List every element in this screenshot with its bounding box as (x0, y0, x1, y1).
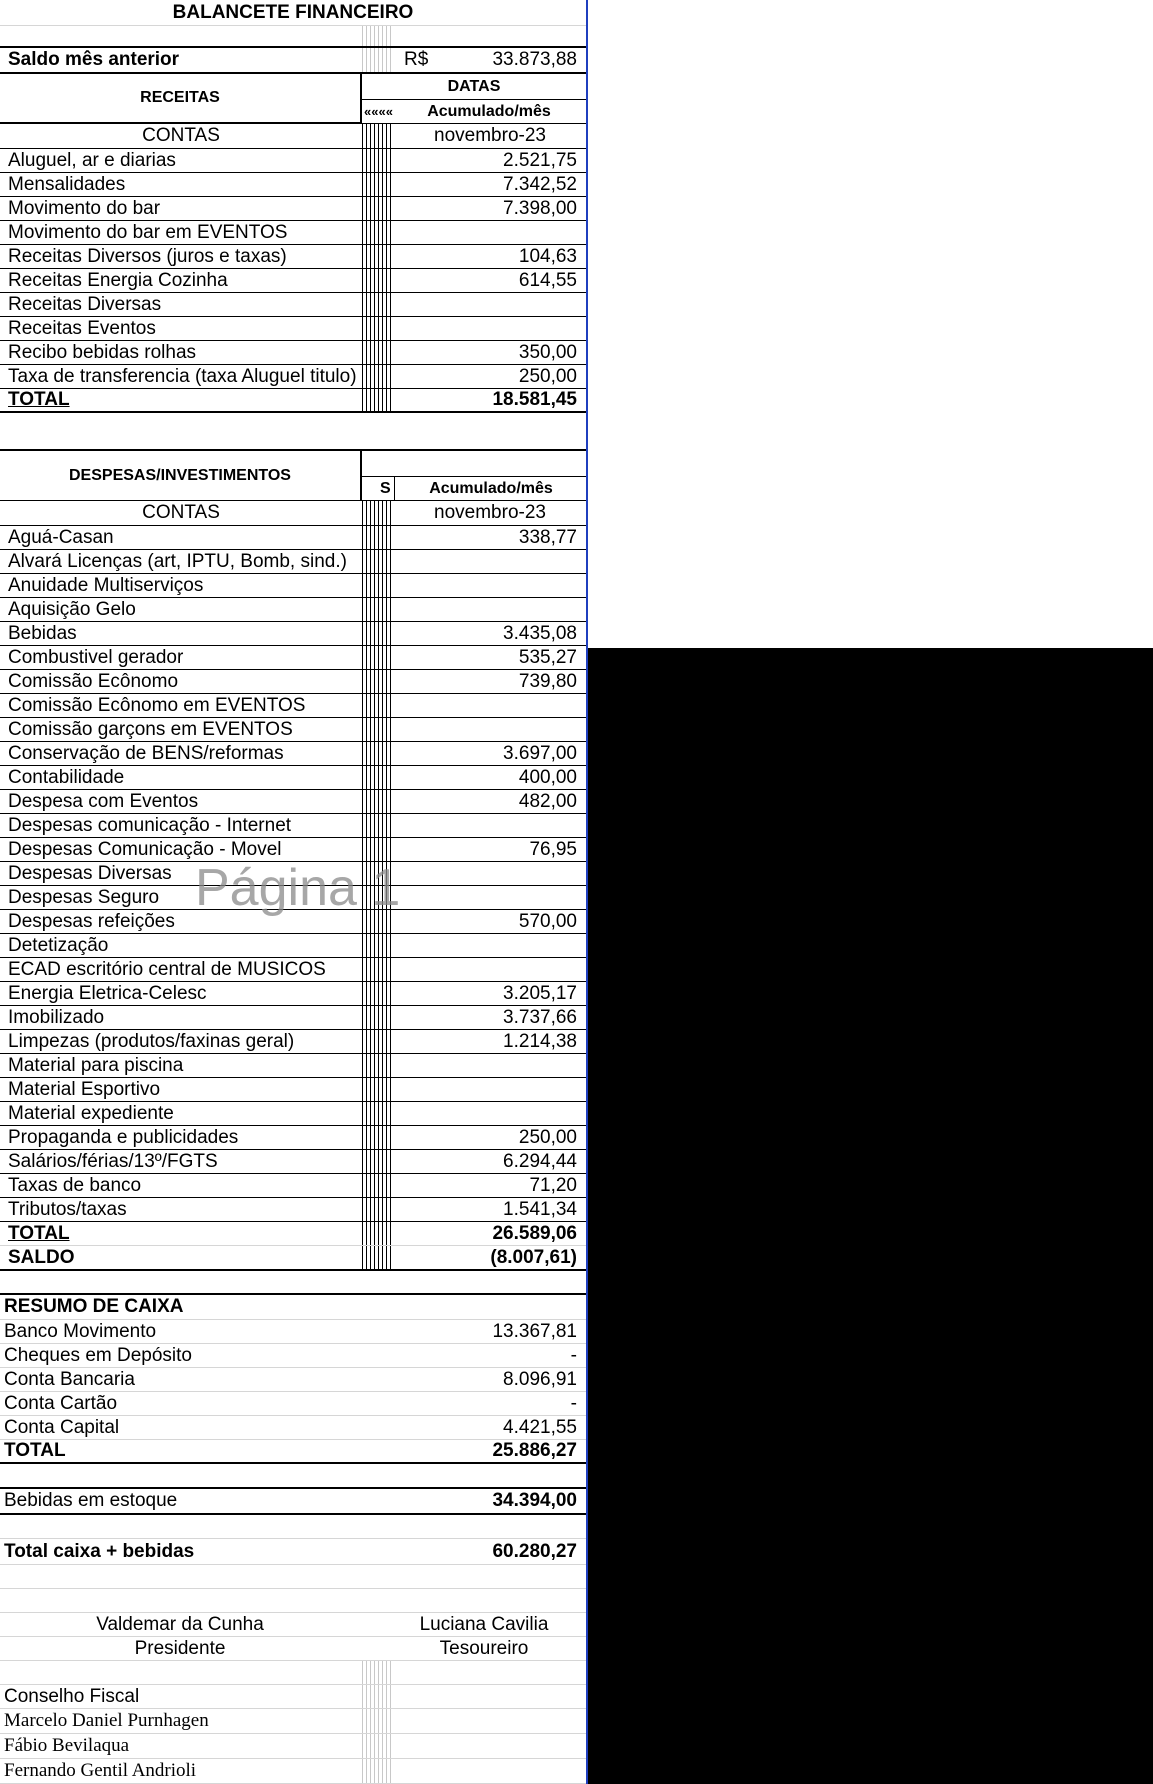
row-value (395, 574, 577, 597)
table-row (0, 670, 586, 694)
estoque-value: 34.394,00 (492, 1490, 577, 1511)
row-label: Bebidas (8, 622, 77, 644)
column-separator (362, 742, 394, 765)
row-value (395, 1054, 577, 1077)
table-row (0, 958, 586, 982)
council-member-row (0, 1759, 586, 1784)
row-value: 6.294,44 (503, 1150, 577, 1172)
table-row (0, 1392, 586, 1416)
row-value (395, 221, 577, 244)
estoque-row (0, 1489, 586, 1515)
column-separator (362, 1006, 394, 1029)
council-member: Fábio Bevilaqua (4, 1735, 130, 1756)
saldo-label: SALDO (8, 1246, 75, 1268)
table-row (0, 221, 586, 245)
table-row (0, 1416, 586, 1440)
row-value: 614,55 (518, 269, 577, 291)
row-label: ECAD escritório central de MUSICOS (8, 958, 326, 980)
row-value: 3.737,66 (503, 1006, 577, 1028)
table-row (0, 1174, 586, 1198)
resumo-total-label: TOTAL (4, 1440, 66, 1461)
column-separator (362, 646, 394, 669)
column-separator (362, 766, 394, 789)
despesas-header (0, 451, 362, 501)
table-row (0, 1344, 586, 1368)
row-value (395, 317, 577, 340)
column-separator (362, 1198, 394, 1221)
despesas-blank-header (362, 451, 586, 477)
row-value: 7.398,00 (503, 197, 577, 219)
total-caixa-value: 60.280,27 (492, 1540, 577, 1562)
row-label: Material para piscina (8, 1054, 184, 1076)
column-separator (362, 1661, 394, 1684)
table-row (0, 197, 586, 221)
contas-label: CONTAS (142, 125, 220, 146)
column-separator (362, 173, 394, 196)
despesas-col-header (362, 477, 586, 501)
resumo-title: RESUMO DE CAIXA (4, 1296, 184, 1317)
total-caixa-row (0, 1539, 586, 1565)
column-separator (362, 1734, 394, 1758)
despesas-total-row (0, 1222, 586, 1246)
row-label: Salários/férias/13º/FGTS (8, 1150, 218, 1172)
president-role: Presidente (134, 1637, 226, 1659)
table-row (0, 526, 586, 550)
resumo-header-row (0, 1295, 586, 1320)
table-row (0, 1102, 586, 1126)
column-separator (362, 365, 394, 388)
column-separator (362, 269, 394, 292)
column-separator (362, 1054, 394, 1077)
row-label: Detetização (8, 934, 109, 956)
resumo-total-row (0, 1440, 586, 1464)
row-label: Conta Bancaria (4, 1368, 135, 1390)
column-separator (362, 389, 394, 411)
row-value: 338,77 (518, 526, 577, 548)
row-value: 8.096,91 (503, 1368, 577, 1390)
row-label: Despesas comunicação - Internet (8, 814, 292, 836)
datas-title: DATAS (447, 77, 501, 95)
row-label: Propaganda e publicidades (8, 1126, 239, 1148)
table-row (0, 293, 586, 317)
table-row (0, 598, 586, 622)
row-label: Despesas Seguro (8, 886, 160, 908)
title-row (0, 0, 586, 26)
row-value (395, 694, 577, 717)
currency-symbol: R$ (404, 49, 429, 70)
month-label: novembro-23 (434, 502, 546, 523)
table-row (0, 365, 586, 389)
receitas-title: RECEITAS (140, 89, 220, 106)
column-marker: S (380, 479, 391, 497)
row-label: Receitas Diversas (8, 293, 162, 315)
column-separator (362, 1078, 394, 1101)
row-label: Taxas de banco (8, 1174, 142, 1196)
spacer-row (0, 26, 586, 48)
row-label: Imobilizado (8, 1006, 105, 1028)
table-row (0, 694, 586, 718)
row-label: Conta Cartão (4, 1392, 118, 1414)
row-label: Cheques em Depósito (4, 1344, 192, 1366)
row-value: - (570, 1344, 577, 1366)
table-row (0, 1054, 586, 1078)
row-value: 250,00 (518, 1126, 577, 1148)
row-label: Aguá-Casan (8, 526, 114, 548)
column-separator (362, 598, 394, 621)
row-value: 535,27 (518, 646, 577, 668)
receitas-total-label: TOTAL (8, 389, 70, 410)
receitas-col-header (362, 100, 586, 124)
receitas-col-title: Acumulado/mês (427, 102, 551, 120)
row-value: 482,00 (518, 790, 577, 812)
row-value (395, 550, 577, 573)
row-value: 4.421,55 (503, 1416, 577, 1438)
table-row (0, 718, 586, 742)
column-separator (362, 1030, 394, 1053)
row-value: 76,95 (529, 838, 577, 860)
row-label: Movimento do bar em EVENTOS (8, 221, 288, 243)
table-row (0, 173, 586, 197)
signature-names-row (0, 1613, 586, 1637)
row-value: 350,00 (518, 341, 577, 363)
saldo-value: (8.007,61) (490, 1246, 577, 1268)
datas-header (362, 74, 586, 100)
signature-roles-row (0, 1637, 586, 1661)
council-title: Conselho Fiscal (4, 1685, 140, 1707)
row-value: 1.214,38 (503, 1030, 577, 1052)
row-label: Contabilidade (8, 766, 125, 788)
row-label: Material Esportivo (8, 1078, 161, 1100)
row-label: Energia Eletrica-Celesc (8, 982, 207, 1004)
receitas-total-value: 18.581,45 (492, 389, 577, 410)
column-separator (362, 550, 394, 573)
column-separator (362, 718, 394, 741)
row-value: 71,20 (529, 1174, 577, 1196)
column-separator (362, 1126, 394, 1149)
page-watermark: Página 1 (195, 859, 401, 917)
table-row (0, 814, 586, 838)
previous-balance-row (0, 48, 586, 74)
column-separator (362, 1685, 394, 1708)
spacer-row (0, 1589, 586, 1613)
spacer-row (0, 413, 586, 451)
row-value (395, 862, 577, 885)
column-separator (362, 48, 394, 72)
table-row (0, 1126, 586, 1150)
spacer-row (0, 1661, 586, 1685)
row-label: Aluguel, ar e diarias (8, 149, 176, 171)
row-value (395, 1078, 577, 1101)
total-caixa-label: Total caixa + bebidas (4, 1540, 195, 1562)
column-separator (362, 501, 394, 525)
column-separator (362, 958, 394, 981)
row-label: Tributos/taxas (8, 1198, 127, 1220)
treasurer-name: Luciana Cavilia (419, 1613, 549, 1635)
table-row (0, 149, 586, 173)
table-row (0, 550, 586, 574)
row-value: 104,63 (518, 245, 577, 267)
resumo-total-value: 25.886,27 (492, 1440, 577, 1461)
receitas-total-row (0, 389, 586, 413)
column-separator (362, 574, 394, 597)
row-value: 3.205,17 (503, 982, 577, 1004)
row-value: 13.367,81 (492, 1320, 577, 1342)
row-label: Receitas Eventos (8, 317, 156, 339)
row-value: 3.697,00 (503, 742, 577, 764)
column-separator (362, 982, 394, 1005)
row-label: Taxa de transferencia (taxa Aluguel titulo) (8, 365, 357, 387)
column-separator (362, 694, 394, 717)
table-row (0, 1030, 586, 1054)
council-title-row (0, 1685, 586, 1709)
row-value (395, 958, 577, 981)
row-value: 2.521,75 (503, 149, 577, 171)
council-member-row (0, 1734, 586, 1759)
column-separator (362, 1759, 394, 1783)
despesas-total-value: 26.589,06 (492, 1222, 577, 1244)
table-row (0, 766, 586, 790)
council-member: Fernando Gentil Andrioli (4, 1760, 197, 1781)
table-row (0, 245, 586, 269)
spacer-row (0, 1464, 586, 1489)
table-row (0, 341, 586, 365)
column-separator (362, 670, 394, 693)
row-label: Despesas refeições (8, 910, 175, 932)
saldo-row (0, 1246, 586, 1271)
row-label: Comissão garçons em EVENTOS (8, 718, 293, 740)
table-row (0, 1006, 586, 1030)
table-row (0, 1198, 586, 1222)
row-label: Comissão Ecônomo em EVENTOS (8, 694, 306, 716)
previous-balance-label: Saldo mês anterior (8, 49, 180, 70)
row-value (395, 814, 577, 837)
despesas-total-label: TOTAL (8, 1222, 70, 1244)
table-row (0, 574, 586, 598)
row-value: 250,00 (518, 365, 577, 387)
row-value: 1.541,34 (503, 1198, 577, 1220)
row-label: Conta Capital (4, 1416, 120, 1438)
row-value: - (570, 1392, 577, 1414)
column-separator (362, 622, 394, 645)
table-row (0, 1078, 586, 1102)
month-label: novembro-23 (434, 125, 546, 146)
column-separator (362, 149, 394, 172)
row-value: 7.342,52 (503, 173, 577, 195)
column-separator (362, 317, 394, 340)
column-divider (394, 477, 395, 500)
column-separator (362, 1174, 394, 1197)
row-label: Despesa com Eventos (8, 790, 199, 812)
column-separator (362, 1150, 394, 1173)
sheet-title: BALANCETE FINANCEIRO (172, 1, 414, 23)
table-row (0, 934, 586, 958)
column-separator (362, 341, 394, 364)
table-row (0, 742, 586, 766)
column-separator (362, 814, 394, 837)
table-row (0, 646, 586, 670)
column-separator (362, 124, 394, 148)
row-label: Despesas Comunicação - Movel (8, 838, 282, 860)
table-row (0, 790, 586, 814)
row-value (395, 1102, 577, 1125)
column-separator (362, 1222, 394, 1245)
column-separator (362, 245, 394, 268)
black-background-area (588, 648, 1153, 1784)
table-row (0, 1368, 586, 1392)
row-value: 3.435,08 (503, 622, 577, 644)
row-label: Material expediente (8, 1102, 174, 1124)
contas-label: CONTAS (142, 502, 220, 523)
row-label: Receitas Energia Cozinha (8, 269, 228, 291)
table-row (0, 1320, 586, 1344)
treasurer-role: Tesoureiro (439, 1637, 529, 1659)
row-value: 739,80 (518, 670, 577, 692)
row-value (395, 886, 577, 909)
president-name: Valdemar da Cunha (96, 1613, 264, 1635)
column-marker: «««« (364, 104, 393, 119)
row-label: Limpezas (produtos/faxinas geral) (8, 1030, 295, 1052)
row-value (395, 718, 577, 741)
row-label: Banco Movimento (4, 1320, 157, 1342)
row-value (395, 598, 577, 621)
row-label: Alvará Licenças (art, IPTU, Bomb, sind.) (8, 550, 347, 572)
row-value: 400,00 (518, 766, 577, 788)
column-separator (362, 934, 394, 957)
row-label: Receitas Diversos (juros e taxas) (8, 245, 287, 267)
column-separator (362, 197, 394, 220)
spacer-row (0, 1271, 586, 1295)
row-value (395, 293, 577, 316)
column-separator (362, 26, 394, 46)
table-row (0, 269, 586, 293)
row-value: 570,00 (518, 910, 577, 932)
receitas-contas-row (0, 124, 586, 149)
column-separator (362, 1102, 394, 1125)
column-separator (362, 790, 394, 813)
previous-balance-value: 33.873,88 (492, 49, 577, 70)
column-separator (362, 293, 394, 316)
council-member: Marcelo Daniel Purnhagen (4, 1710, 209, 1731)
spacer-row (0, 1515, 586, 1539)
column-separator (362, 526, 394, 549)
row-label: Recibo bebidas rolhas (8, 341, 197, 363)
table-row (0, 982, 586, 1006)
table-row (0, 317, 586, 341)
despesas-col-title: Acumulado/mês (429, 479, 553, 497)
row-label: Conservação de BENS/reformas (8, 742, 284, 764)
row-label: Anuidade Multiserviços (8, 574, 204, 596)
row-label: Combustivel gerador (8, 646, 184, 668)
row-label: Movimento do bar (8, 197, 161, 219)
spacer-row (0, 1565, 586, 1589)
table-row (0, 622, 586, 646)
column-separator (362, 1709, 394, 1733)
despesas-title: DESPESAS/INVESTIMENTOS (69, 466, 291, 484)
estoque-label: Bebidas em estoque (4, 1490, 178, 1511)
column-separator (362, 1246, 394, 1269)
row-label: Comissão Ecônomo (8, 670, 179, 692)
column-separator (362, 221, 394, 244)
table-row (0, 1150, 586, 1174)
row-label: Despesas Diversas (8, 862, 172, 884)
receitas-header (0, 74, 362, 124)
council-member-row (0, 1709, 586, 1734)
row-label: Aquisição Gelo (8, 598, 136, 620)
row-value (395, 934, 577, 957)
despesas-contas-row (0, 501, 586, 526)
row-label: Mensalidades (8, 173, 126, 195)
